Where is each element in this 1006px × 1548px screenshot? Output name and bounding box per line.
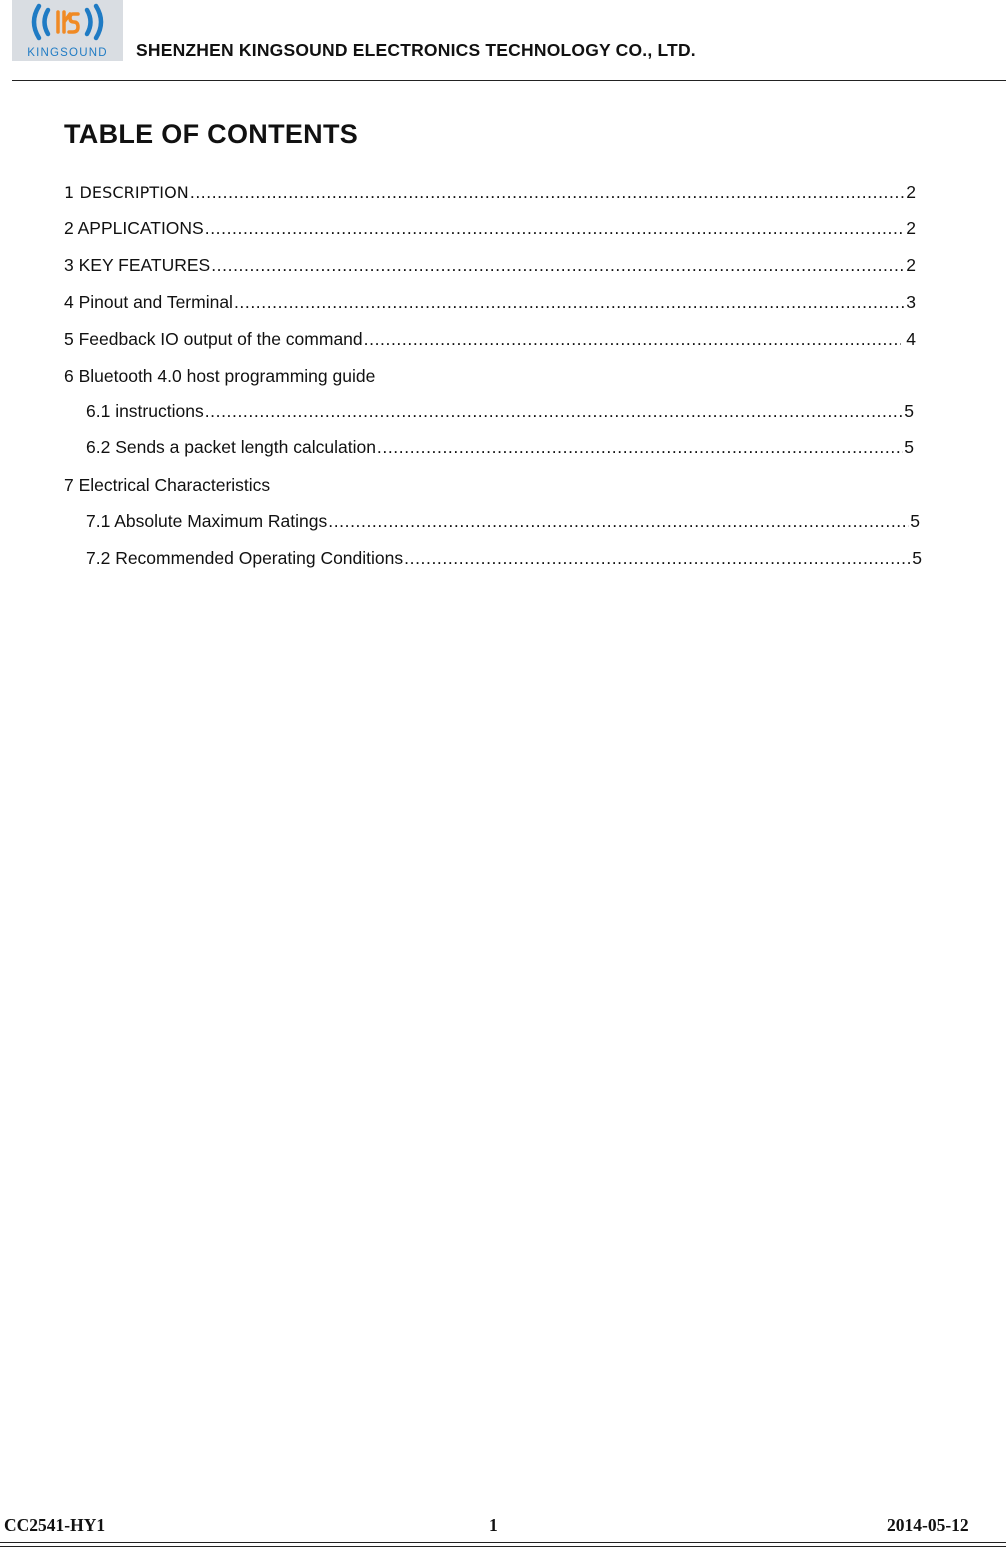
header-divider: [12, 80, 1006, 81]
footer-divider-top: [0, 1542, 1006, 1543]
toc-entry-page: 5: [912, 548, 922, 568]
toc-entry-page: 5: [910, 511, 920, 531]
dot-leader: [377, 435, 903, 459]
toc-entry-page: 5: [904, 401, 914, 421]
toc-entry-page: 3: [906, 292, 916, 312]
dot-leader: [205, 216, 906, 240]
kingsound-logo-icon: [12, 0, 123, 61]
toc-entry-page: 2: [906, 182, 916, 202]
logo-wordmark: KINGSOUND: [27, 47, 108, 59]
toc-entry-pinout[interactable]: [64, 290, 916, 314]
toc-entry-absolute-max[interactable]: [86, 509, 920, 533]
company-logo: [12, 0, 123, 61]
toc-entry-label: 6.2 Sends a packet length calculation: [86, 437, 376, 457]
dot-leader: [190, 180, 905, 204]
toc-entry-page: 5: [904, 437, 914, 457]
toc-entry-label: 1 DESCRIPTION: [64, 183, 189, 202]
toc-entry-applications[interactable]: [64, 216, 916, 240]
toc-entry-page: 4: [906, 329, 916, 349]
toc-entry-key-features[interactable]: [64, 253, 916, 277]
dot-leader: [328, 509, 909, 533]
footer-date: 2014-05-12: [887, 1515, 969, 1535]
toc-entry-electrical[interactable]: 7 Electrical Characteristics: [64, 475, 271, 495]
toc-entry-recommended-conditions[interactable]: [86, 546, 922, 570]
footer-model: CC2541-HY1: [4, 1515, 106, 1535]
toc-entry-instructions[interactable]: [86, 399, 914, 423]
toc-entry-label: 3 KEY FEATURES: [64, 255, 211, 275]
dot-leader: [404, 546, 911, 570]
toc-entry-label: 6.1 instructions: [86, 401, 204, 421]
dot-leader: [234, 290, 905, 314]
company-name: SHENZHEN KINGSOUND ELECTRONICS TECHNOLOGY CO., LTD.: [136, 40, 696, 60]
toc-entry-description[interactable]: [64, 180, 916, 204]
dot-leader: [211, 253, 905, 277]
toc-entry-label: 2 APPLICATIONS: [64, 218, 204, 238]
footer-divider-bottom: [0, 1546, 1006, 1547]
footer-page-number: 1: [489, 1515, 498, 1535]
toc-entry-label: 7.1 Absolute Maximum Ratings: [86, 511, 328, 531]
dot-leader: [205, 399, 904, 423]
toc-title: TABLE OF CONTENTS: [64, 119, 359, 149]
toc-entry-label: 7.2 Recommended Operating Conditions: [86, 548, 404, 568]
dot-leader: [364, 327, 902, 351]
toc-entry-page: 2: [906, 218, 916, 238]
toc-entry-page: 2: [906, 255, 916, 275]
toc-entry-bluetooth-guide[interactable]: 6 Bluetooth 4.0 host programming guide: [64, 366, 376, 386]
toc-entry-feedback-io[interactable]: [64, 327, 916, 351]
toc-entry-label: 4 Pinout and Terminal: [64, 292, 233, 312]
toc-entry-packet-length[interactable]: [86, 435, 914, 459]
toc-entry-label: 5 Feedback IO output of the command: [64, 329, 363, 349]
